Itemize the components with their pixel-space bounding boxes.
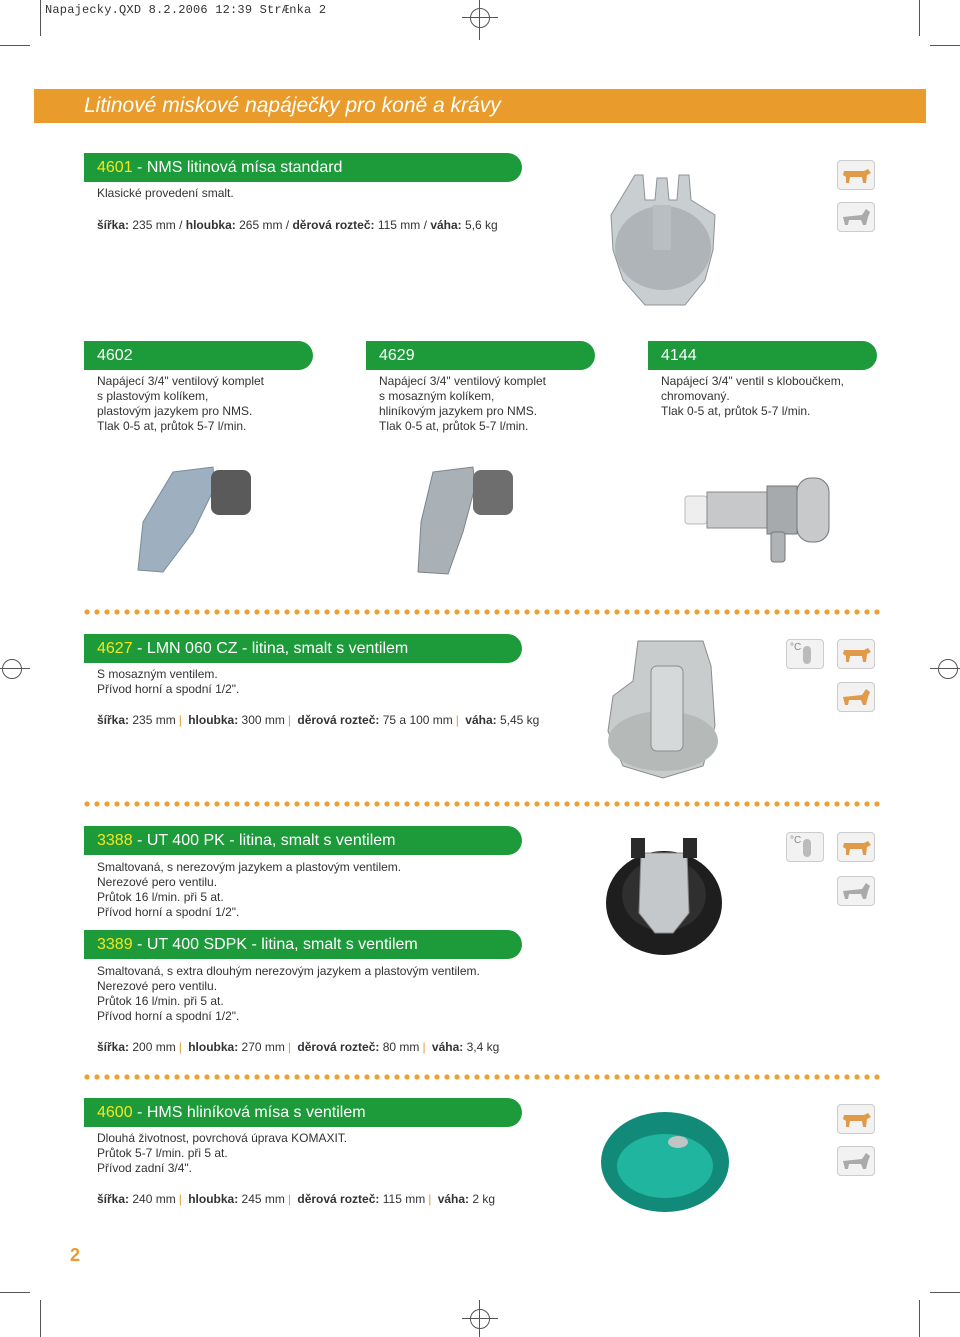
horse-icon xyxy=(837,876,875,906)
crop-mark xyxy=(919,0,920,36)
product-code: 3389 xyxy=(97,936,133,953)
crop-mark xyxy=(0,45,30,46)
product-header-4629 xyxy=(366,341,595,370)
cow-icon xyxy=(837,639,875,669)
horse-icon xyxy=(837,1146,875,1176)
product-image-4602 xyxy=(133,462,263,574)
product-image-4600 xyxy=(598,1104,733,1216)
product-image-4601 xyxy=(605,170,730,315)
crop-mark xyxy=(919,1300,920,1337)
product-desc-4144: Napájecí 3/4" ventil s kloboučkem, chromovaný. Tlak 0-5 at, průtok 5-7 l/min. xyxy=(661,374,845,418)
registration-mark xyxy=(470,8,490,28)
registration-mark xyxy=(470,1309,490,1329)
product-image-4627 xyxy=(603,636,723,781)
product-header-4601 xyxy=(84,153,522,182)
product-desc-4600: Dlouhá životnost, povrchová úprava KOMAXIT. Průtok 5-7 l/min. při 5 at. Přívod zadní 3/4". xyxy=(97,1131,348,1175)
product-name: - HMS hliníková mísa s ventilem xyxy=(137,1104,366,1121)
crop-mark xyxy=(40,1300,41,1337)
product-desc-3389: Smaltovaná, s extra dlouhým nerezovým jazykem a plastovým ventilem. Nerezové pero ventilu. Průtok 16 l/min. při 5 at. Přívod horní a spodní 1/2". xyxy=(97,964,480,1023)
print-slug: Napajecky.QXD 8.2.2006 12:39 StrÆnka 2 xyxy=(45,3,327,17)
product-code: 4629 xyxy=(379,347,415,364)
cow-icon xyxy=(837,832,875,862)
spec-line-4601: šířka: 235 mm / hloubka: 265 mm / děrová rozteč: 115 mm / váha: 5,6 kg xyxy=(97,218,498,232)
product-desc-4627: S mosazným ventilem. Přívod horní a spodní 1/2". xyxy=(97,667,240,696)
product-header-4602 xyxy=(84,341,313,370)
product-header-4144 xyxy=(648,341,877,370)
product-code: 3388 xyxy=(97,832,133,849)
cow-icon xyxy=(837,1104,875,1134)
product-desc-4602: Napájecí 3/4" ventilový komplet s plastovým kolíkem, plastovým jazykem pro NMS. Tlak 0-5 at, průtok 5-7 l/min. xyxy=(97,374,265,433)
registration-mark xyxy=(2,659,22,679)
thermometer-icon: °C xyxy=(786,639,824,669)
product-header-3388 xyxy=(84,826,522,855)
product-code: 4627 xyxy=(97,640,133,657)
product-header-3389 xyxy=(84,930,522,959)
spec-line-4600: šířka: 240 mm | hloubka: 245 mm | děrová rozteč: 115 mm | váha: 2 kg xyxy=(97,1192,496,1206)
banner-title: Litinové miskové napáječky pro koně a krávy xyxy=(84,94,501,117)
product-image-3388 xyxy=(603,833,725,961)
product-name: - UT 400 SDPK - litina, smalt s ventilem xyxy=(137,936,418,953)
product-code: 4601 xyxy=(97,159,133,176)
product-header-4627 xyxy=(84,634,522,663)
crop-mark xyxy=(930,45,960,46)
dotted-divider xyxy=(82,800,882,808)
product-desc-4629: Napájecí 3/4" ventilový komplet s mosazným kolíkem, hliníkovým jazykem pro NMS. Tlak 0-5 at, průtok 5-7 l/min. xyxy=(379,374,547,433)
thermometer-icon: °C xyxy=(786,832,824,862)
product-code: 4600 xyxy=(97,1104,133,1121)
dotted-divider xyxy=(82,608,882,616)
section-banner xyxy=(34,89,926,123)
product-code: 4602 xyxy=(97,347,133,364)
crop-mark xyxy=(930,1292,960,1293)
crop-mark xyxy=(0,1292,30,1293)
cow-icon xyxy=(837,160,875,190)
product-name: - LMN 060 CZ - litina, smalt s ventilem xyxy=(137,640,409,657)
registration-mark xyxy=(938,659,958,679)
product-name: - NMS litinová mísa standard xyxy=(137,159,343,176)
spec-line-4627: šířka: 235 mm | hloubka: 300 mm | děrová rozteč: 75 a 100 mm | váha: 5,45 kg xyxy=(97,713,540,727)
product-name: - UT 400 PK - litina, smalt s ventilem xyxy=(137,832,396,849)
product-image-4629 xyxy=(413,462,523,577)
product-desc: Klasické provedení smalt. xyxy=(97,186,234,200)
crop-mark xyxy=(40,0,41,36)
horse-icon xyxy=(837,202,875,232)
product-code: 4144 xyxy=(661,347,697,364)
horse-icon xyxy=(837,682,875,712)
product-image-4144 xyxy=(683,474,833,566)
dotted-divider xyxy=(82,1073,882,1081)
spec-line-3389: šířka: 200 mm | hloubka: 270 mm | děrová rozteč: 80 mm | váha: 3,4 kg xyxy=(97,1040,500,1054)
product-header-4600 xyxy=(84,1098,522,1127)
product-desc-3388: Smaltovaná, s nerezovým jazykem a plastovým ventilem. Nerezové pero ventilu. Průtok 16 l/min. při 5 at. Přívod horní a spodní 1/2". xyxy=(97,860,402,919)
page-number: 2 xyxy=(70,1245,81,1265)
